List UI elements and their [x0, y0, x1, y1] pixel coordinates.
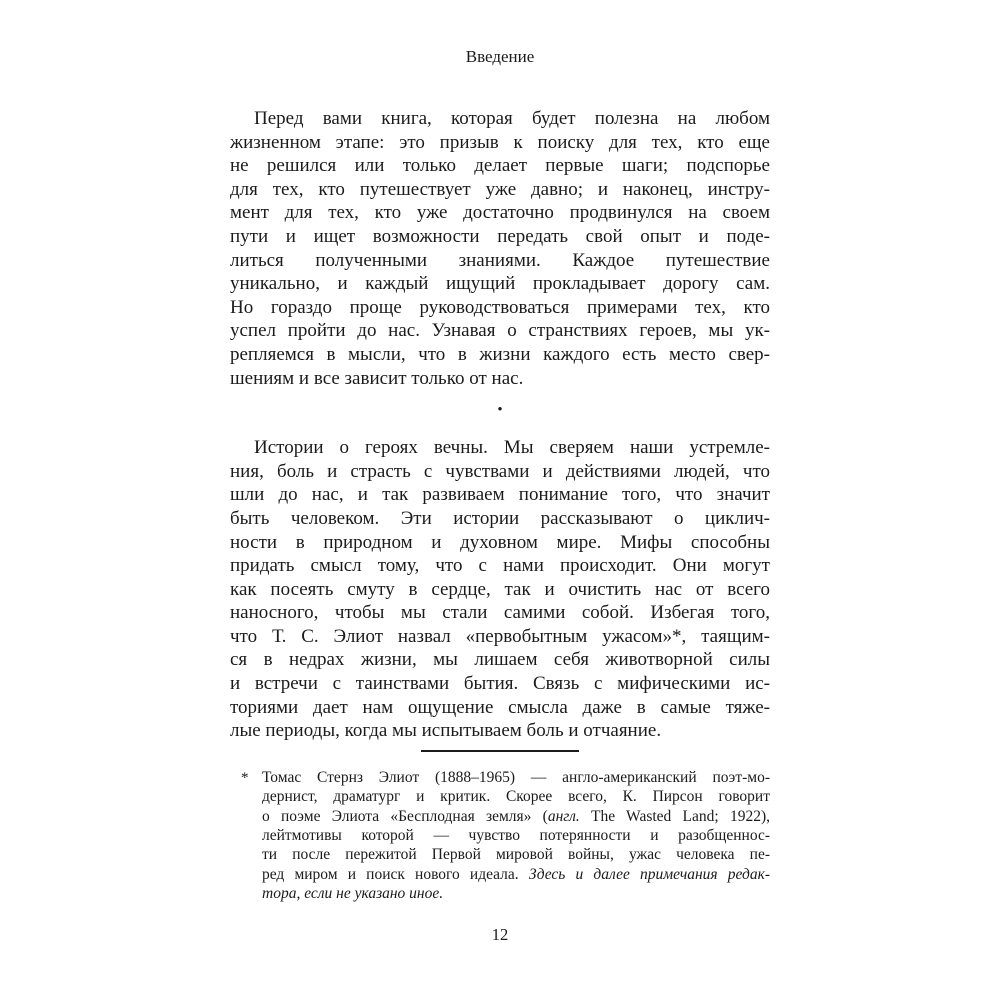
text-line: ся в недрах жизни, мы лишаем себя животворной силы	[230, 649, 770, 671]
footnote-line	[262, 884, 770, 903]
text-line: быть человеком. Эти истории рассказывают о циклич-	[230, 507, 770, 529]
footnote-line: ти после пережитой Первой мировой войны, ужас человека пе-	[262, 846, 770, 864]
text-line: наносного, чтобы мы стали самими собой. Избегая того,	[230, 602, 770, 624]
text-line: жизненном этапе: это призыв к поиску для тех, кто еще	[230, 131, 770, 153]
footnote-text: ред миром и поиск нового идеала.	[262, 865, 529, 883]
footnote-text-italic: Здесь и далее примечания редак-	[528, 865, 770, 883]
text-line: как посеять смуту в сердце, так и очистить нас от всего	[230, 578, 770, 600]
text-line: репляемся в мысли, что в жизни каждого есть место свер-	[230, 343, 770, 365]
footnote-line	[262, 807, 770, 826]
footnote-text-italic: тора, если не указано иное.	[262, 885, 444, 903]
text-column	[230, 0, 770, 904]
footnote-line: дернист, драматург и критик. Скорее всего, К. Пирсон говорит	[262, 788, 770, 806]
text-line: пути и ищет возможности передать свой опыт и поде-	[230, 225, 770, 247]
text-line: уникально, и каждый ищущий прокладывает дорогу сам.	[230, 273, 770, 295]
footnote-line: лейтмотивы которой — чувство потерянности и разобщеннос-	[262, 827, 770, 845]
text-line: шениям и все зависит только от нас.	[230, 367, 524, 389]
text-line: что Т. С. Элиот назвал «первобытным ужасом»*, таящим-	[230, 625, 770, 647]
text-line: Но гораздо проще руководствоваться примерами тех, кто	[230, 296, 770, 318]
text-line: придать смысл тому, что с нами происходит. Они могут	[230, 555, 770, 577]
text-line: Перед вами книга, которая будет полезна на любом	[254, 108, 770, 129]
text-line: и встречи с таинствами бытия. Связь с мифическими ис-	[230, 673, 770, 695]
text-line: литься полученными знаниями. Каждое путешествие	[230, 249, 770, 271]
text-line: ториями дает нам ощущение смысла даже в самые тяже-	[230, 696, 770, 718]
text-line: не решился или только делает первые шаги; подспорье	[230, 155, 770, 177]
text-line: ния, боль и страсть с чувствами и действиями людей, что	[230, 460, 770, 482]
text-line: успел пройти до нас. Узнавая о странствиях героев, мы ук-	[230, 320, 770, 342]
footnote-text: о поэме Элиота «Бесплодная земля» (	[262, 807, 548, 825]
body-paragraph-2	[230, 436, 770, 743]
chapter-header: Введение	[465, 47, 535, 66]
text-line: Истории о героях вечны. Мы сверяем наши устремле-	[254, 437, 770, 459]
footnote-line	[262, 865, 770, 884]
footnote-text: The Wasted Land; 1922),	[579, 807, 770, 825]
footnote-rule	[421, 750, 579, 752]
footnote-marker: *	[241, 769, 249, 786]
footnote-line: Томас Стернз Элиот (1888–1965) — англо-американский поэт-мо-	[262, 768, 770, 786]
body-paragraph-1	[230, 107, 770, 390]
page-number: 12	[491, 925, 509, 944]
text-line: мент для тех, кто уже достаточно продвинулся на своем	[230, 202, 770, 224]
separator-dot-icon: •	[497, 402, 503, 419]
footnote-text-italic: англ.	[547, 807, 580, 825]
section-separator	[230, 399, 770, 422]
footnote	[241, 768, 770, 904]
text-line: для тех, кто путешествует уже давно; и наконец, инстру-	[230, 178, 770, 200]
text-line: ности в природном и духовном мире. Мифы способны	[230, 531, 770, 553]
text-line: лые периоды, когда мы испытываем боль и отчаяние.	[230, 720, 662, 742]
text-line: шли до нас, и так развиваем понимание того, что значит	[230, 484, 770, 506]
